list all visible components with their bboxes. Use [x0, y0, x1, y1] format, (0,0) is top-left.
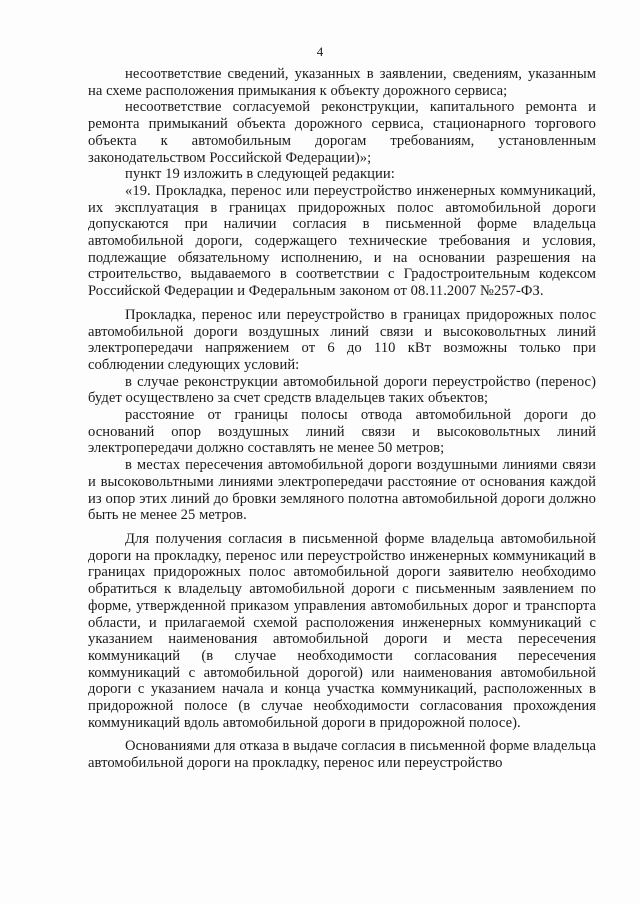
paragraph-point-19-intro: пункт 19 изложить в следующей редакции:: [125, 166, 395, 183]
paragraph-condition-reconstruction: в случае реконструкции автомобильной дороги переустройство (перенос) будет осуществлено за счет средств владельцев таких объектов;: [88, 373, 596, 407]
paragraph-condition-distance-25: в местах пересечения автомобильной дороги воздушными линиями связи и высоковольтными линиями электропередачи расстояние от основания каждой из опор этих линий до бровки земляного полотна автомобильной дороги должно быть не менее 25 метров.: [88, 457, 596, 524]
paragraph-obtaining-consent: Для получения согласия в письменной форме владельца автомобильной дороги на прокладку, перенос или переустройство инженерных коммуникаций в границах придорожных полос автомобильной дороги заявителю необходимо обратиться к владельцу автомобильной дороги с письменным заявлением по форме, утвержденной приказом управления автомобильных дорог и транспорта области, и прилагаемой схемой расположения инженерных коммуникаций с указанием наименования автомобильной дороги и места пересечения коммуникаций (в случае необходимости согласования пересечения коммуникаций с автомобильной дорогой) или наименования автомобильной дороги с указанием начала и конца участка коммуникаций, расположенных в придорожной полосе (в случае необходимости согласования прохождения коммуникаций вдоль автомобильной дороги в придорожной полосе).: [88, 530, 596, 731]
paragraph-mismatch-application: несоответствие сведений, указанных в заявлении, сведениям, указанным на схеме расположения примыкания к объекту дорожного сервиса;: [88, 66, 596, 99]
paragraph-refusal-grounds: Основаниями для отказа в выдаче согласия в письменной форме владельца автомобильной дороги на прокладку, перенос или переустройство: [88, 738, 596, 772]
paragraph-mismatch-reconstruction: несоответствие согласуемой реконструкции, капитального ремонта и ремонта примыканий объекта дорожного сервиса, стационарного торгового объекта к автомобильным дорогам требованиям, установленным законодательством Российской Федерации)»;: [88, 99, 596, 166]
paragraph-condition-distance-50: расстояние от границы полосы отвода автомобильной дороги до оснований опор воздушных линий связи и высоковольтных линий электропередачи должно составлять не менее 50 метров;: [88, 407, 596, 457]
page-number: 4: [316, 44, 324, 59]
paragraph-overhead-lines: Прокладка, перенос или переустройство в границах придорожных полос автомобильной дороги воздушных линий связи и высоковольтных линий электропередачи напряжением от 6 до 110 кВт возможны только при соблюдении следующих условий:: [88, 306, 596, 373]
paragraph-point-19: «19. Прокладка, перенос или переустройство инженерных коммуникаций, их эксплуатация в границах придорожных полос автомобильной дороги допускаются при наличии согласия в письменной форме владельца автомобильной дороги, содержащего технические требования и условия, подлежащие обязательному исполнению, и на основании разрешения на строительство, выдаваемого в соответствии с Градостроительным кодексом Российской Федерации и Федеральным законом от 08.11.2007 №257-ФЗ.: [88, 182, 596, 300]
document-body: [88, 66, 596, 772]
